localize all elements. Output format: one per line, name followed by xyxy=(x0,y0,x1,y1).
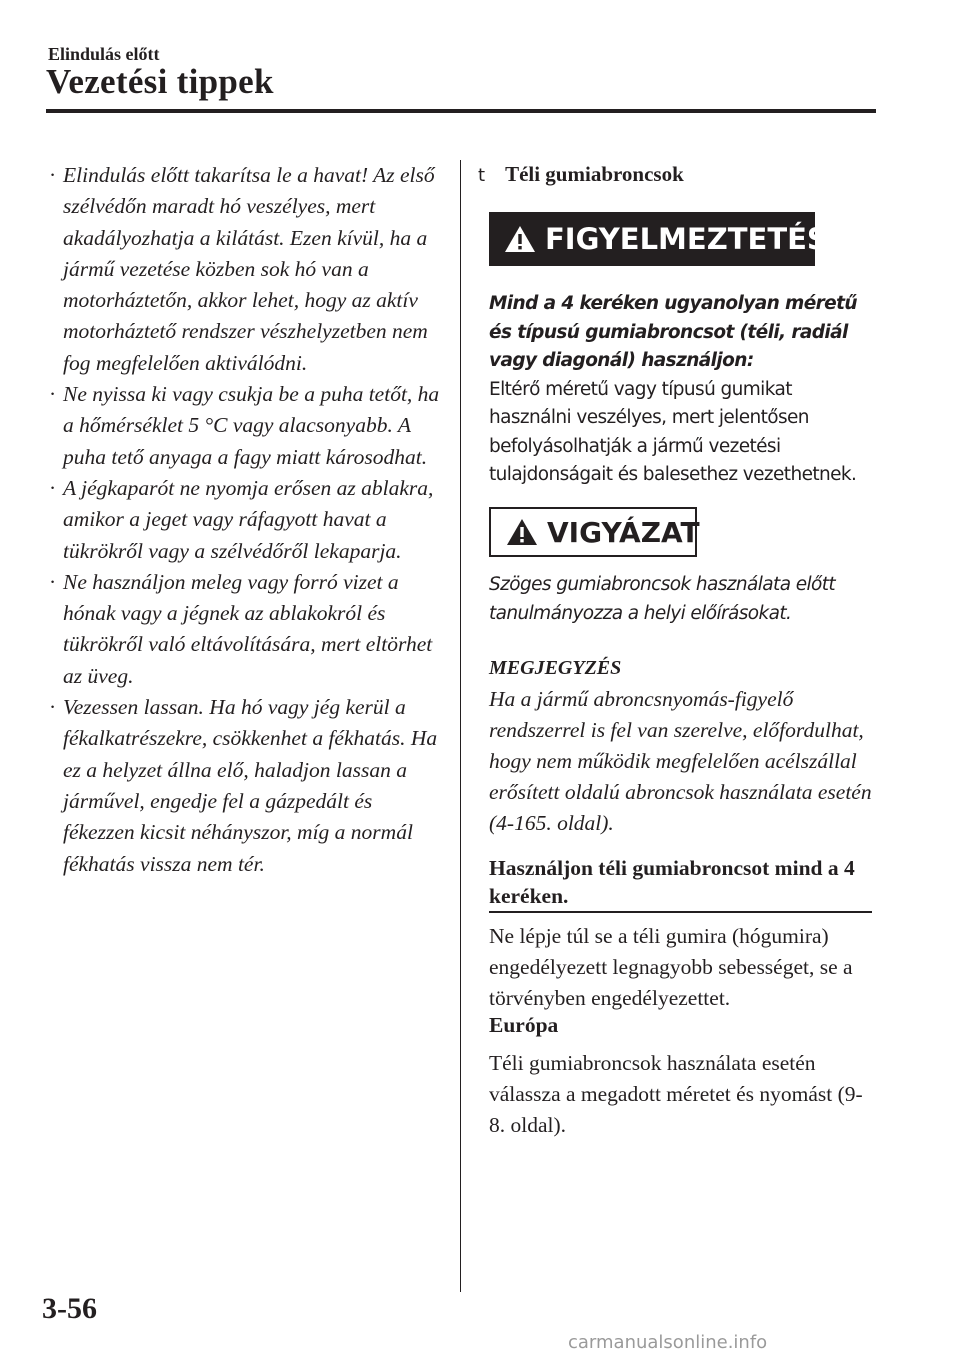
bullet-dot-icon: · xyxy=(49,382,57,407)
caution-text: Szöges gumiabroncsok használata előtt tanulmányozza a helyi előírásokat. xyxy=(489,574,836,624)
watermark: carmanualsonline.info xyxy=(568,1332,768,1353)
bullet-dot-icon: · xyxy=(49,475,57,500)
warning-label: FIGYELMEZTETÉS xyxy=(545,222,828,256)
warning-badge xyxy=(489,212,828,266)
warning-bold-text: Mind a 4 keréken ugyanolyan méretű és típusú gumiabroncsot (téli, radiál vagy diagonál) használjon: xyxy=(489,293,857,371)
header-rule xyxy=(46,109,876,113)
note-block xyxy=(489,653,874,839)
page-title: Vezetési tippek xyxy=(46,62,274,101)
bullet-item: · Ne nyissa ki vagy csukja be a puha tetőt, ha a hőmérséklet 5 °C vagy alacsonyabb. A puha tető anyaga a fagy miatt károsodhat. xyxy=(48,379,443,473)
bullet-item: · Ne használjon meleg vagy forró vizet a hónak vagy a jégnek az ablakokról és tükrökről való eltávolítására, mert eltörhet az üveg. xyxy=(48,567,443,692)
paragraph-europe: Téli gumiabroncsok használata esetén válassza a megadott méretet és nyomást (9-8. oldal). xyxy=(489,1051,863,1137)
warning-body-text: Eltérő méretű vagy típusú gumikat használni veszélyes, mert jelentősen befolyásolhatják a jármű vezetési tulajdonságait és balesethez vezethetnek. xyxy=(489,378,857,485)
section-marker-icon: t xyxy=(478,165,486,186)
section-title: Téli gumiabroncsok xyxy=(505,162,684,186)
europe-heading: Európa xyxy=(489,1013,559,1037)
caution-label: VIGYÁZAT xyxy=(547,515,700,549)
warning-triangle-icon xyxy=(503,224,537,254)
caution-triangle-icon xyxy=(505,517,539,547)
bullet-item: · Vezessen lassan. Ha hó vagy jég kerül a fékalkatrészekre, csökkenhet a fékhatás. Ha ez a helyzet állna elő, haladjon lassan a járművel, engedje fel a gázpedált és fékezzen kicsit néhányszor, míg a normál fékhatás vissza nem tér. xyxy=(48,692,443,880)
chapter-label: Elindulás előtt xyxy=(48,44,160,64)
subheading: Használjon téli gumiabroncsot mind a 4 keréken. xyxy=(489,856,855,908)
section-heading xyxy=(478,162,878,187)
note-label: MEGJEGYZÉS xyxy=(489,657,622,679)
bullet-dot-icon: · xyxy=(49,163,57,187)
column-divider xyxy=(460,160,461,1292)
note-text: Ha a jármű abroncsnyomás-figyelő rendszerrel is fel van szerelve, előfordulhat, hogy nem működik megfelelően acélszállal erősített oldalú abroncsok használata esetén (4-165. oldal). xyxy=(489,687,872,835)
caution-badge xyxy=(489,507,700,557)
bullet-dot-icon: · xyxy=(49,695,57,720)
bullet-item: · A jégkaparót ne nyomja erősen az ablakra, amikor a jeget vagy ráfagyott havat a tükrökről vagy a szélvédőről lekaparja. xyxy=(48,473,443,567)
paragraph-speed-limit: Ne lépje túl se a téli gumira (hógumira) engedélyezett legnagyobb sebességet, se a törvényben engedélyezettet. xyxy=(489,924,853,1010)
bullet-dot-icon: · xyxy=(49,569,57,594)
bullet-item: · Elindulás előtt takarítsa le a havat! Az első szélvédőn maradt hó veszélyes, mert akadályozhatja a kilátást. Ezen kívül, ha a jármű vezetése közben sok hó van a motorháztetőn, akkor lehet, hogy az aktív motorháztető rendszer vészhelyzetben nem fog megfelelően aktiválódni. xyxy=(48,160,443,379)
warning-text xyxy=(489,290,874,490)
page-number: 3-56 xyxy=(42,1292,97,1325)
subheading-underline xyxy=(489,911,872,913)
left-column xyxy=(48,160,443,880)
